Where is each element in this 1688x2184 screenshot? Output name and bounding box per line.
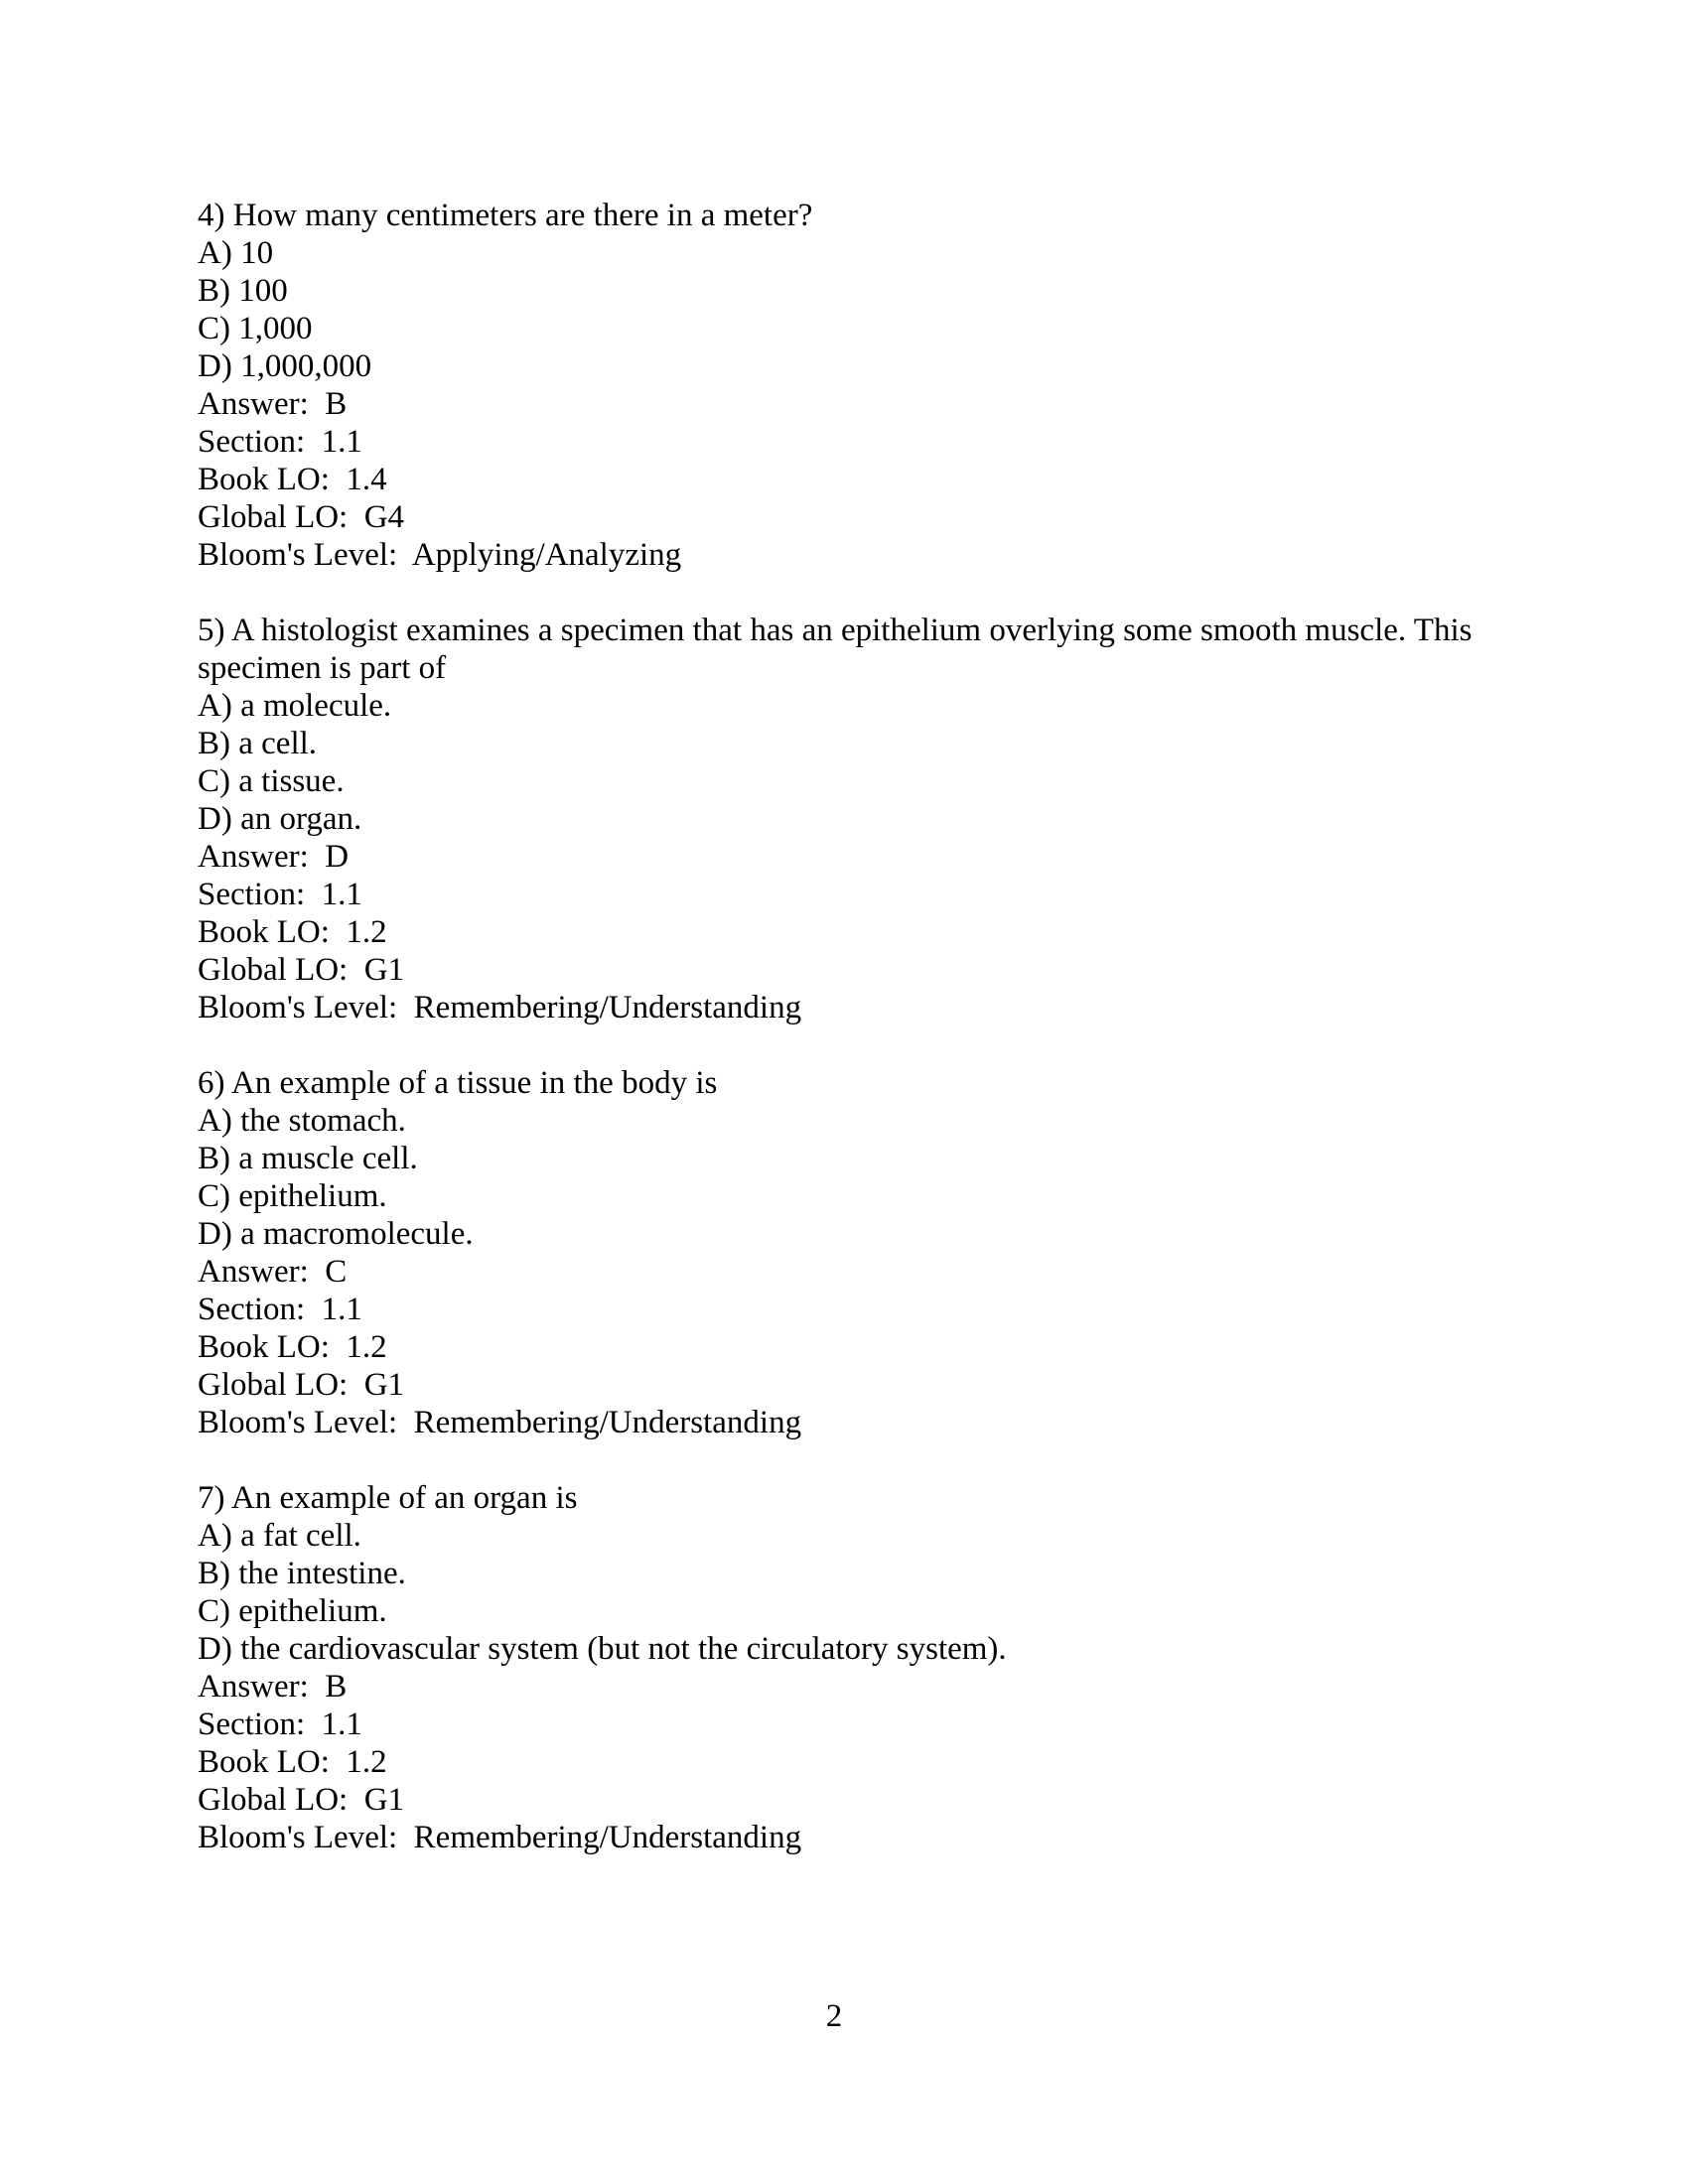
global-lo: Global LO: G1	[198, 1367, 405, 1403]
question-text: 7) An example of an organ is	[198, 1480, 578, 1516]
question-text: 6) An example of a tissue in the body is	[198, 1065, 718, 1101]
answer-option: B) a muscle cell.	[198, 1141, 418, 1176]
page-number: 2	[825, 1998, 843, 2034]
answer-option: A) a molecule.	[198, 688, 392, 724]
answer-key: Answer: C	[198, 1254, 348, 1290]
answer-option: B) 100	[198, 273, 288, 309]
answer-key: Answer: B	[198, 1669, 348, 1705]
answer-option: D) the cardiovascular system (but not the circulatory system).	[198, 1631, 1007, 1667]
section-ref: Section: 1.1	[198, 424, 362, 460]
answer-option: B) the intestine.	[198, 1556, 406, 1591]
answer-option: C) a tissue.	[198, 763, 345, 799]
question-text: 5) A histologist examines a specimen that has an epithelium overlying some smooth muscle. This specimen is part of	[198, 613, 1480, 686]
answer-option: C) epithelium.	[198, 1178, 387, 1214]
answer-option: B) a cell.	[198, 726, 318, 761]
answer-key: Answer: B	[198, 386, 348, 422]
answer-option: D) a macromolecule.	[198, 1216, 474, 1252]
answer-option: A) a fat cell.	[198, 1518, 361, 1554]
blooms-level: Bloom's Level: Remembering/Understanding	[198, 990, 802, 1025]
question-block	[198, 1479, 1490, 1856]
question-block	[198, 1064, 1490, 1441]
global-lo: Global LO: G1	[198, 1782, 405, 1818]
blooms-level: Bloom's Level: Remembering/Understanding	[198, 1820, 802, 1855]
answer-option: A) the stomach.	[198, 1103, 406, 1139]
answer-option: A) 10	[198, 235, 274, 271]
question-block	[198, 197, 1490, 574]
book-lo: Book LO: 1.4	[198, 462, 387, 497]
book-lo: Book LO: 1.2	[198, 914, 387, 950]
answer-option: D) an organ.	[198, 801, 362, 837]
answer-option: C) 1,000	[198, 311, 313, 346]
section-ref: Section: 1.1	[198, 1706, 362, 1742]
section-ref: Section: 1.1	[198, 877, 362, 912]
answer-option: C) epithelium.	[198, 1593, 387, 1629]
question-block	[198, 612, 1490, 1026]
blooms-level: Bloom's Level: Remembering/Understanding	[198, 1405, 802, 1440]
section-ref: Section: 1.1	[198, 1292, 362, 1327]
question-text: 4) How many centimeters are there in a meter?	[198, 198, 813, 233]
question-list	[198, 197, 1490, 1894]
book-lo: Book LO: 1.2	[198, 1329, 387, 1365]
book-lo: Book LO: 1.2	[198, 1744, 387, 1780]
blooms-level: Bloom's Level: Applying/Analyzing	[198, 537, 682, 573]
answer-option: D) 1,000,000	[198, 348, 372, 384]
global-lo: Global LO: G1	[198, 952, 405, 988]
global-lo: Global LO: G4	[198, 499, 405, 535]
answer-key: Answer: D	[198, 839, 350, 875]
